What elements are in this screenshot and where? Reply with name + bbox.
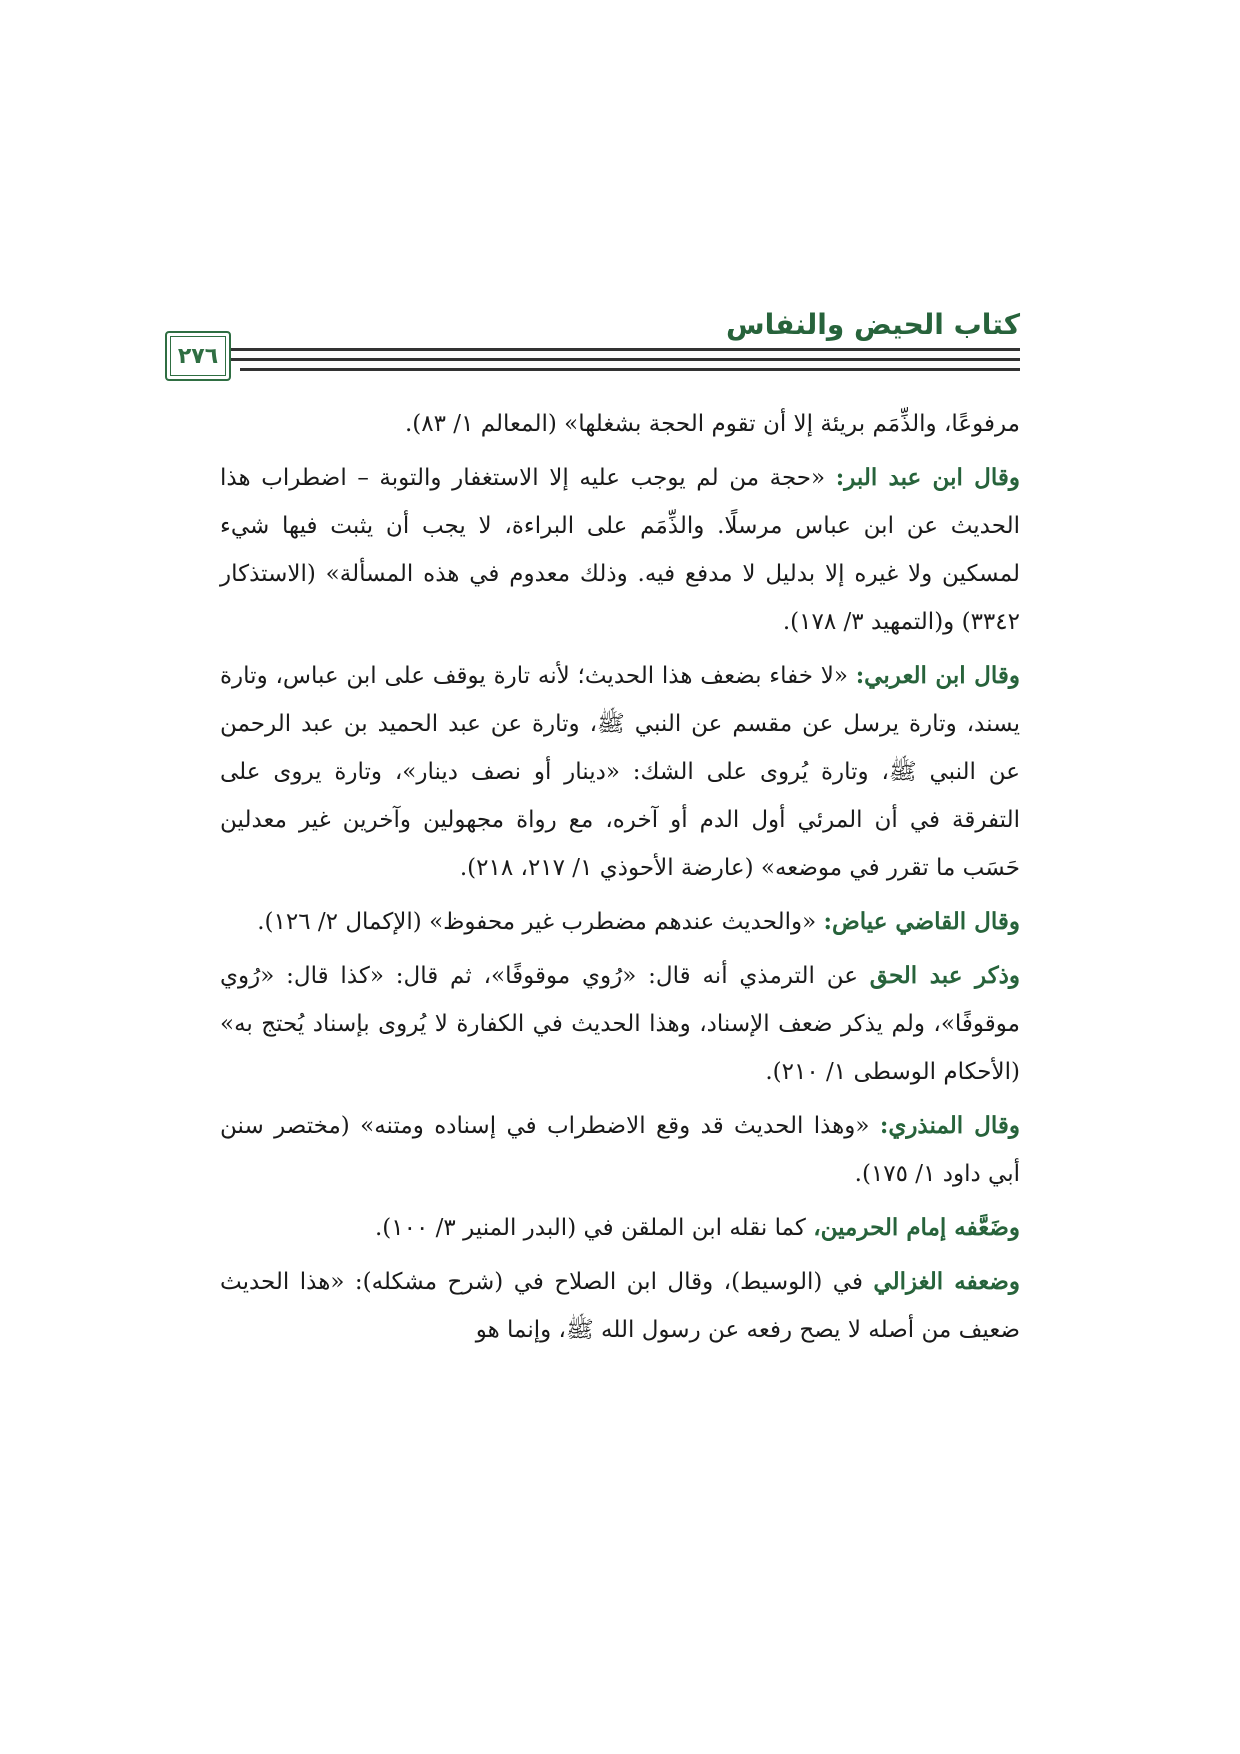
paragraph (220, 1258, 1020, 1354)
speaker-name: وقال المنذري: (879, 1112, 1021, 1139)
paragraph (220, 652, 1020, 892)
header-rule-top (240, 348, 1020, 351)
speaker-name: وقال ابن العربي: (855, 662, 1020, 689)
header-rule-middle (220, 358, 1020, 361)
paragraph (220, 952, 1020, 1096)
text-body (220, 400, 1020, 1360)
paragraph (220, 400, 1020, 448)
paragraph (220, 898, 1020, 946)
paragraph (220, 1204, 1020, 1252)
speaker-name: وضعفه الغزالي (873, 1268, 1020, 1295)
paragraph-text: «لا خفاء بضعف هذا الحديث؛ لأنه تارة يوقف على ابن عباس، وتارة يسند، وتارة يرسل عن مقسم عن النبي ﷺ، وتارة عن عبد الحميد بن عبد الرحمن عن النبي ﷺ، وتارة يُروى على الشك: «دينار أو نصف دينار»، وتارة يروى على التفرقة في أن المرئي أول الدم أو آخره، مع رواة مجهولين وآخرين غير معدلين حَسَب ما تقرر في موضعه» (عارضة الأحوذي ١/ ٢١٧، ٢١٨). (220, 663, 1020, 881)
paragraph-text: عن الترمذي أنه قال: «رُوي موقوفًا»، ثم قال: «كذا قال: «رُوي موقوفًا»، ولم يذكر ضعف الإسناد، وهذا الحديث في الكفارة لا يُروى بإسناد يُحتج به» (الأحكام الوسطى ١/ ٢١٠). (220, 963, 1020, 1085)
page-number-badge (165, 331, 231, 381)
paragraph-text: «حجة من لم يوجب عليه إلا الاستغفار والتوبة – اضطراب هذا الحديث عن ابن عباس مرسلًا. والذِّمَم على البراءة، لا يجب أن يثبت فيها شيء لمسكين ولا غيره إلا بدليل لا مدفع فيه. وذلك معدوم في هذه المسألة» (الاستذكار ٣٣٤٢) و(التمهيد ٣/ ١٧٨). (220, 465, 1020, 635)
header-rule-bottom (240, 368, 1020, 371)
speaker-name: وقال القاضي عياض: (823, 908, 1020, 935)
speaker-name: وضَعَّفه إمام الحرمين، (813, 1214, 1020, 1241)
paragraph-text: كما نقله ابن الملقن في (البدر المنير ٣/ ١٠٠). (375, 1215, 814, 1241)
paragraph-text: في (الوسيط)، وقال ابن الصلاح في (شرح مشكله): «هذا الحديث ضعيف من أصله لا يصح رفعه عن رسول الله ﷺ، وإنما هو (220, 1269, 1020, 1343)
book-title: كتاب الحيض والنفاس (725, 308, 1020, 341)
paragraph-text: مرفوعًا، والذِّمَم بريئة إلا أن تقوم الحجة بشغلها» (المعالم ١/ ٨٣). (404, 411, 1020, 437)
speaker-name: وذكر عبد الحق (869, 962, 1020, 989)
paragraph (220, 1102, 1020, 1198)
page-number: ٢٧٦ (177, 343, 219, 369)
paragraph-text: «وهذا الحديث قد وقع الاضطراب في إسناده ومتنه» (مختصر سنن أبي داود ١/ ١٧٥). (220, 1113, 1020, 1187)
paragraph (220, 454, 1020, 646)
paragraph-text: «والحديث عندهم مضطرب غير محفوظ» (الإكمال ٢/ ١٢٦). (257, 909, 824, 935)
speaker-name: وقال ابن عبد البر: (835, 464, 1020, 491)
